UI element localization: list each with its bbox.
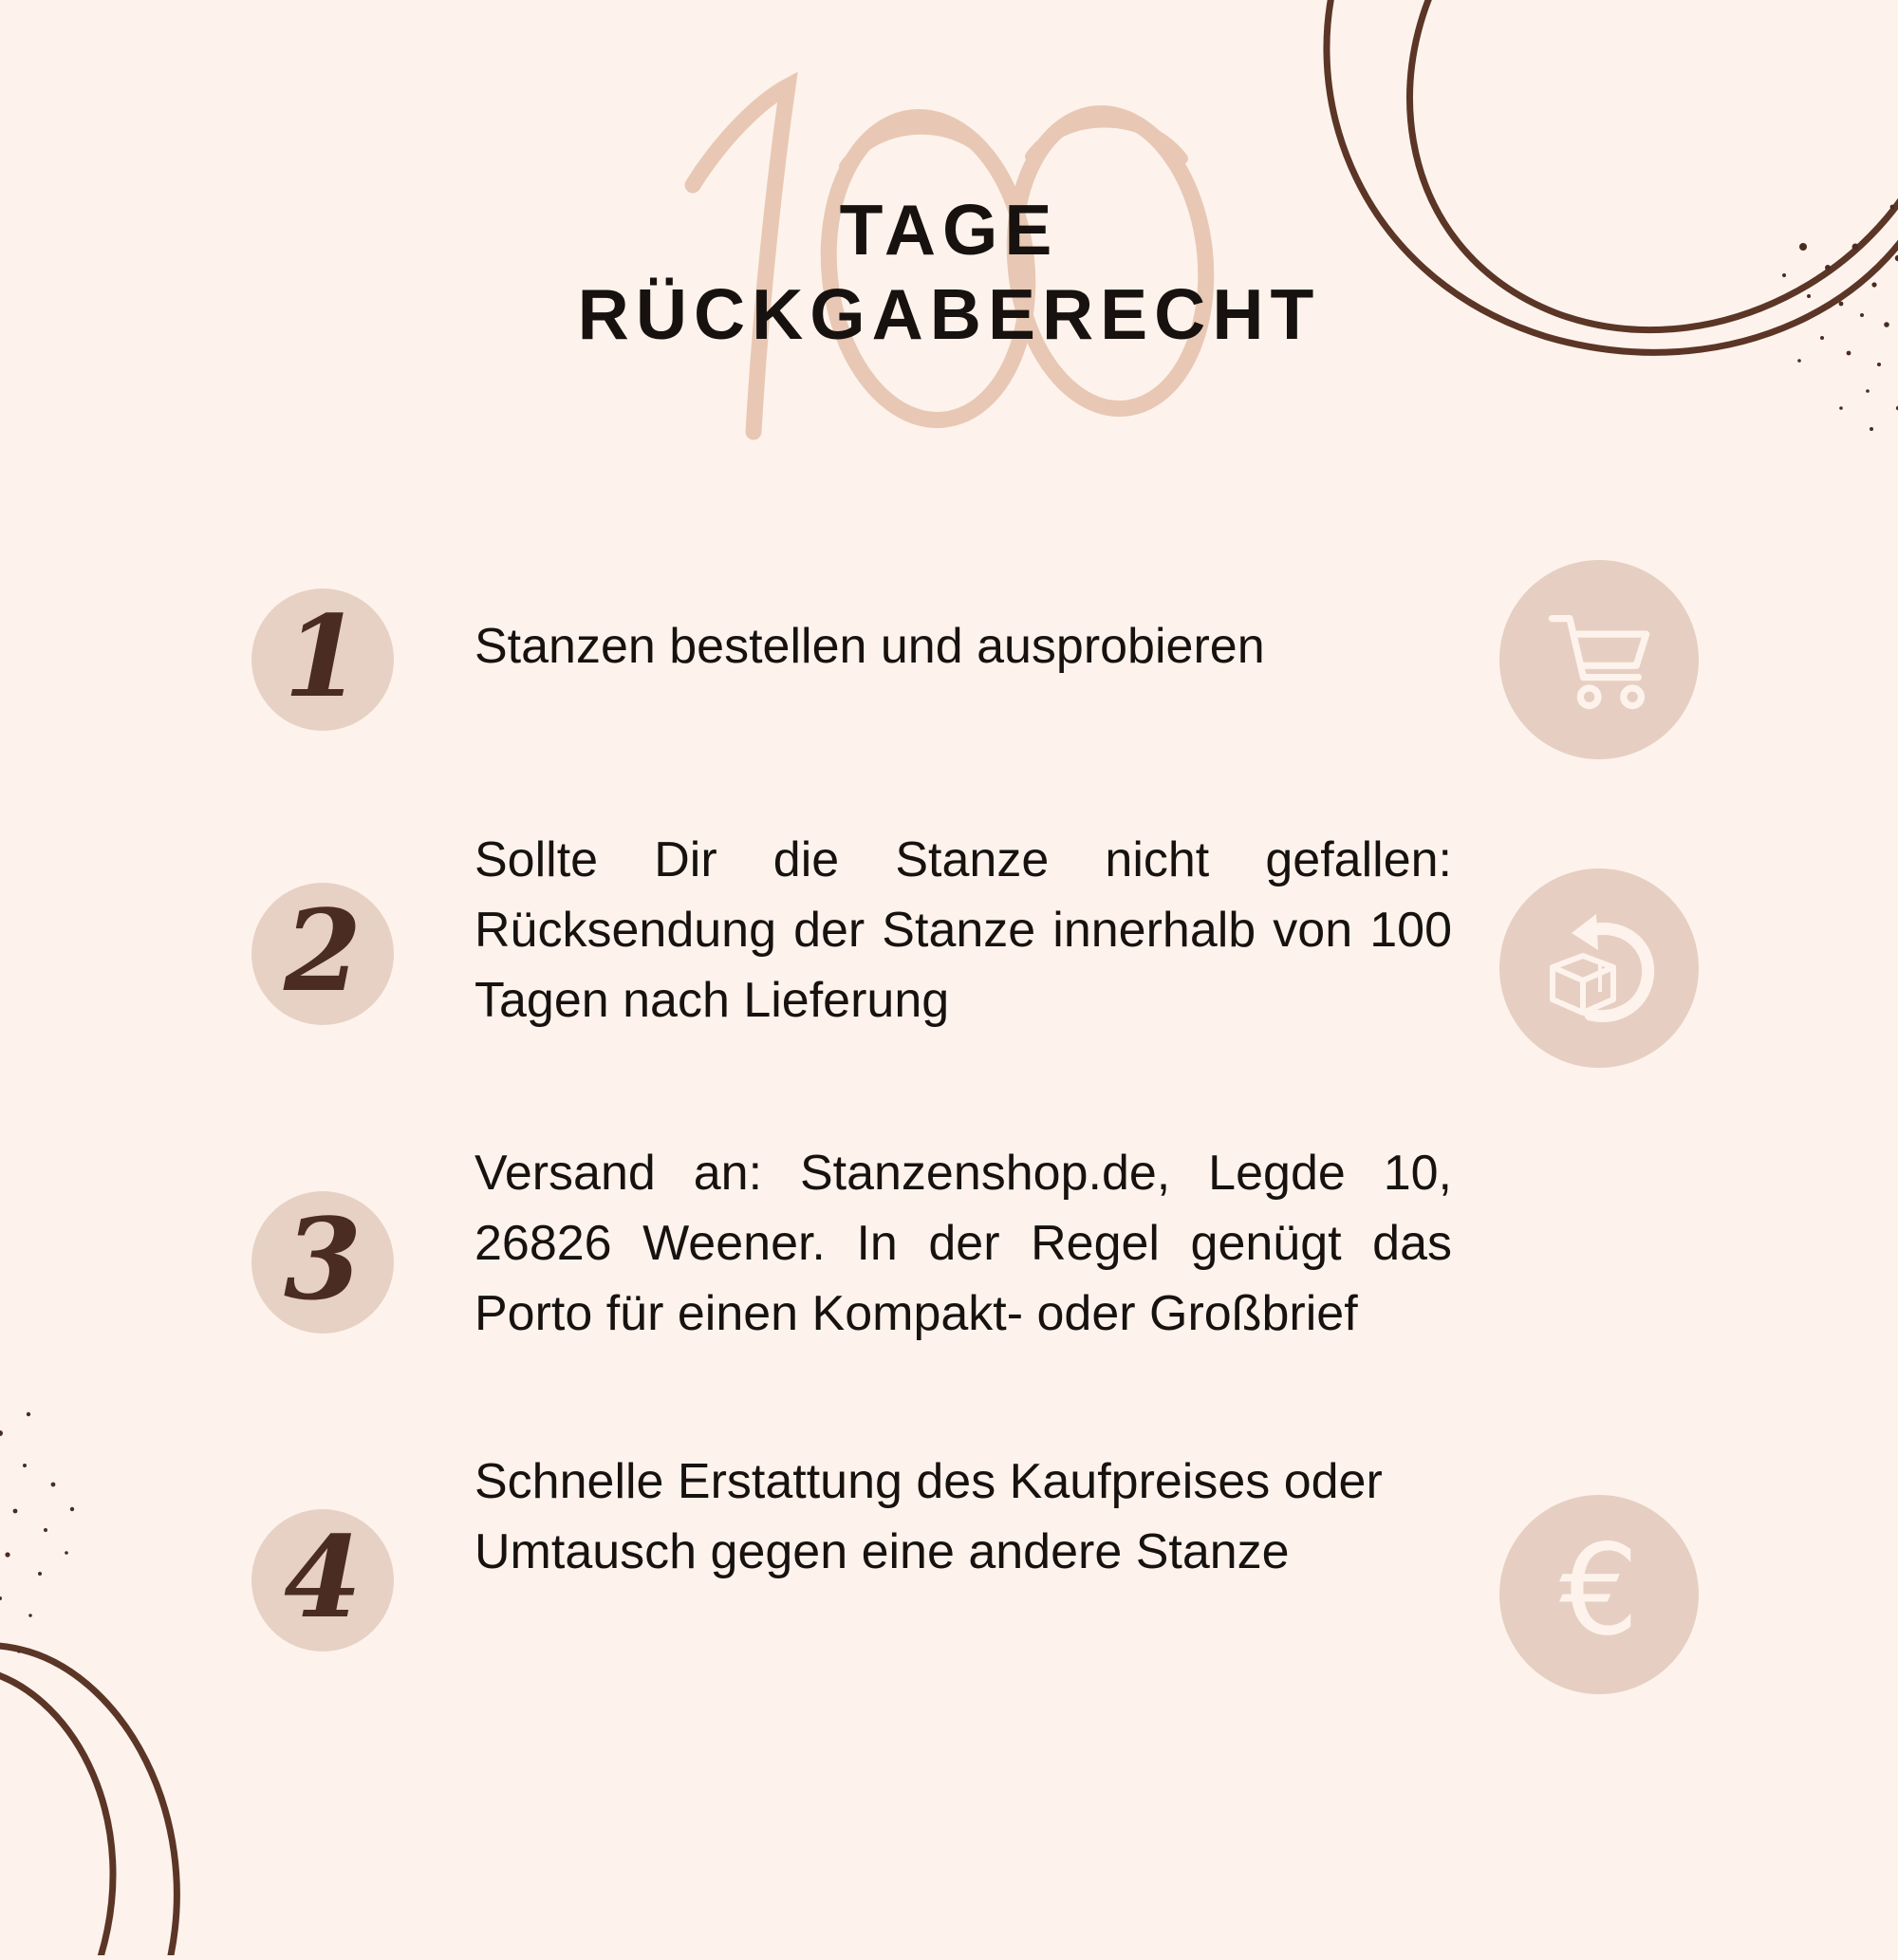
title-line-1: TAGE <box>839 190 1059 270</box>
shopping-cart-icon <box>1499 560 1699 759</box>
step-text: Versand an: Stanzenshop.de, Legde 10, 26826 Weener. In der Regel genügt das Porto für einen Kompakt- oder Großbrief <box>474 1146 1452 1341</box>
step-number-badge <box>251 588 394 731</box>
list-item <box>0 826 1898 1111</box>
euro-symbol: € <box>1559 1518 1639 1664</box>
return-parcel-icon <box>1499 868 1699 1068</box>
header <box>0 0 1898 532</box>
step-number-label: 1 <box>283 589 363 722</box>
step-text: Schnelle Erstattung des Kaufpreises oder Umtausch gegen eine andere Stanze <box>474 1454 1383 1579</box>
step-text: Sollte Dir die Stanze nicht gefallen: Rücksendung der Stanze innerhalb von 100 Tagen nach Lieferung <box>474 832 1452 1028</box>
step-number-badge <box>251 1509 394 1652</box>
page-title <box>0 188 1898 356</box>
list-item <box>0 1139 1898 1424</box>
list-item <box>0 1447 1898 1732</box>
step-text: Stanzen bestellen und ausprobieren <box>474 619 1265 674</box>
step-number-label: 3 <box>283 1192 363 1325</box>
list-item <box>0 560 1898 759</box>
euro-icon <box>1499 1495 1699 1694</box>
step-number-label: 4 <box>283 1510 363 1643</box>
step-number-badge <box>251 1191 394 1334</box>
title-line-2: RÜCKGABERECHT <box>577 273 1321 354</box>
step-number-badge <box>251 883 394 1025</box>
step-number-label: 2 <box>283 884 363 1017</box>
